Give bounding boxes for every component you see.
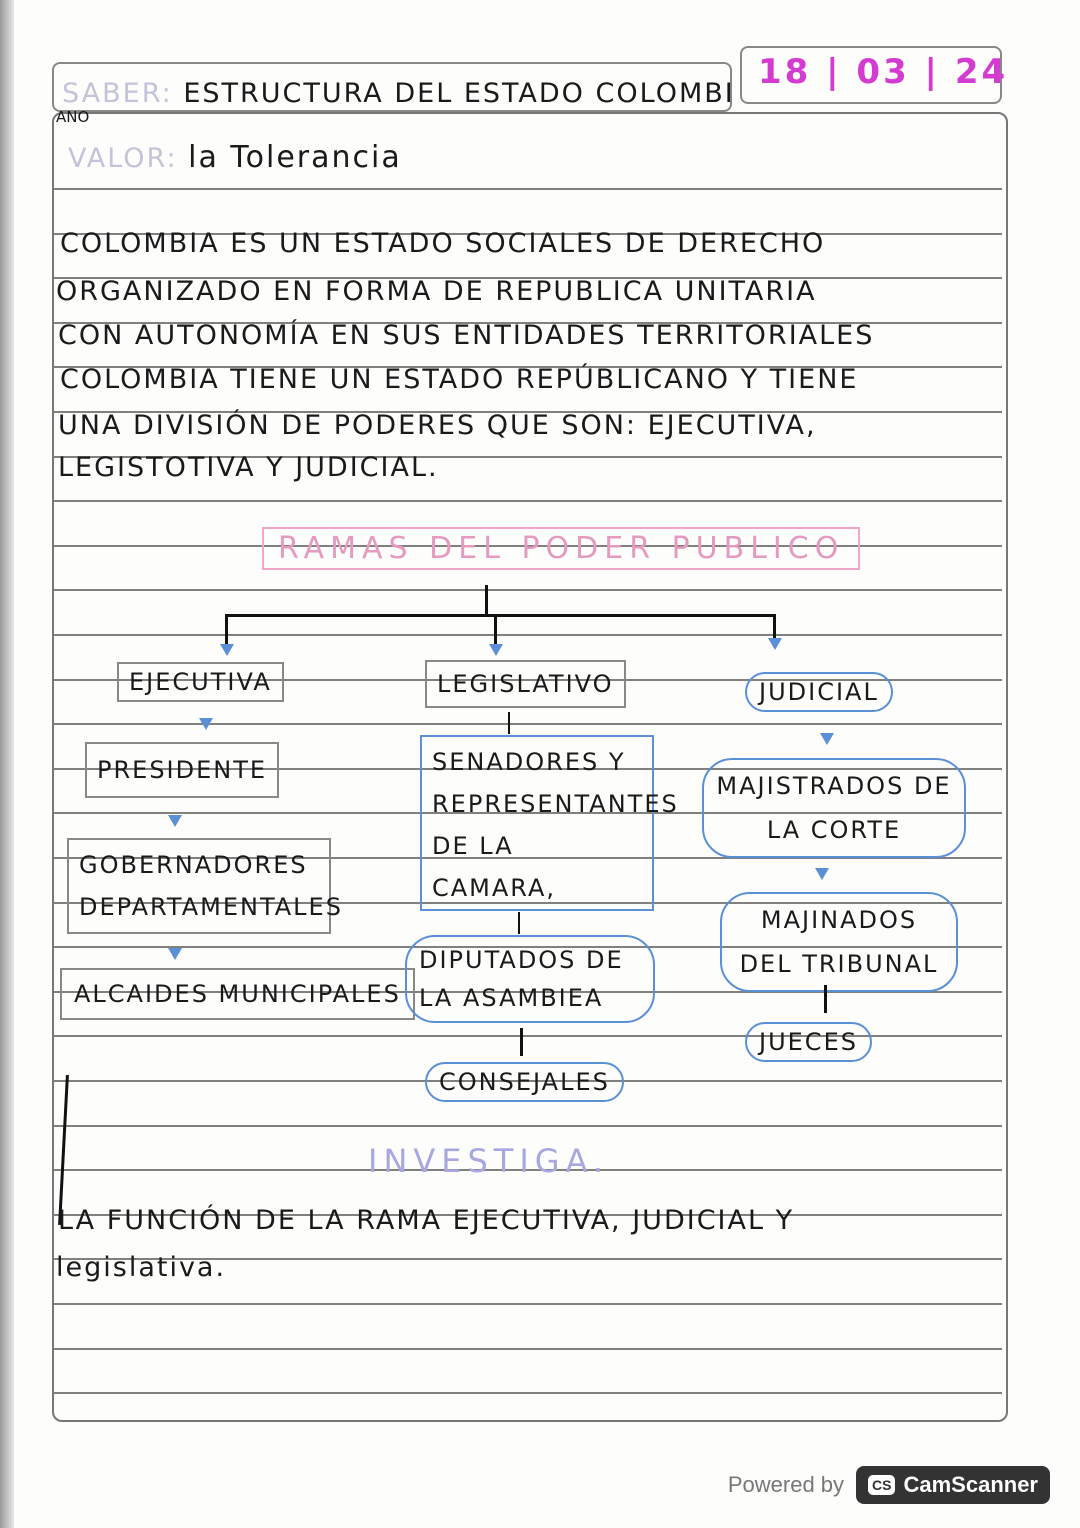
- camscanner-brand: CamScanner: [903, 1472, 1038, 1497]
- paragraph-line: CON AUTONOMÍA EN SUS ENTIDADES TERRITORIALES: [58, 320, 875, 351]
- ruled-line: [54, 634, 1002, 636]
- paragraph-line: ORGANIZADO EN FORMA DE REPUBLICA UNITARIA: [56, 276, 817, 307]
- node-gobernadores: GOBERNADORES DEPARTAMENTALES: [67, 838, 331, 934]
- valor-line: [68, 140, 402, 175]
- ruled-line: [54, 1303, 1002, 1305]
- ruled-line: [54, 1125, 1002, 1127]
- saber-label: SABER:: [62, 78, 173, 109]
- node-jueces: JUECES: [745, 1022, 872, 1062]
- paragraph-line: UNA DIVISIÓN DE PODERES QUE SON: EJECUTIVA,: [58, 410, 817, 441]
- ruled-line: [54, 188, 1002, 190]
- connector: [518, 912, 520, 934]
- connector: [485, 585, 488, 617]
- paragraph-line: COLOMBIA TIENE UN ESTADO REPÚBLICANO Y TIENE: [60, 364, 859, 395]
- connector: [225, 614, 228, 644]
- connector: [225, 614, 775, 617]
- ruled-line: [54, 1392, 1002, 1394]
- arrow-down-icon: [168, 815, 182, 827]
- node-majistrados: MAJISTRADOS DE LA CORTE: [702, 758, 966, 858]
- investiga-line: LA FUNCIÓN DE LA RAMA EJECUTIVA, JUDICIAL Y: [58, 1205, 795, 1236]
- node-judicial: JUDICIAL: [745, 672, 893, 712]
- paragraph-line: LEGISTOTIVA Y JUDICIAL.: [58, 452, 439, 483]
- saber-suffix: ANO: [56, 108, 90, 126]
- node-legislativo: LEGISLATIVO: [425, 660, 626, 708]
- node-presidente: PRESIDENTE: [85, 742, 279, 798]
- connector: [494, 614, 497, 644]
- ruled-line: [54, 723, 1002, 725]
- arrow-down-icon: [768, 638, 782, 650]
- date: 18 | 03 | 24: [758, 52, 1009, 92]
- connector: [508, 712, 510, 734]
- arrow-down-icon: [489, 644, 503, 656]
- saber-line: [62, 78, 735, 109]
- arrow-down-icon: [815, 868, 829, 880]
- node-diputados: DIPUTADOS DE LA ASAMBIEA: [405, 935, 655, 1023]
- connector: [773, 614, 776, 640]
- investiga-line: legislativa.: [56, 1252, 227, 1283]
- node-ejecutiva: EJECUTIVA: [117, 662, 284, 702]
- arrow-down-icon: [199, 718, 213, 730]
- investiga-title: INVESTIGA.: [368, 1142, 610, 1180]
- camscanner-badge: [856, 1466, 1050, 1504]
- paragraph-line: COLOMBIA ES UN ESTADO SOCIALES DE DERECHO: [60, 228, 826, 259]
- node-alcaides: ALCAIDES MUNICIPALES: [60, 968, 415, 1020]
- node-majinados: MAJINADOS DEL TRIBUNAL: [720, 892, 958, 992]
- scan-edge: [0, 0, 14, 1528]
- arrow-down-icon: [820, 733, 834, 745]
- node-consejales: CONSEJALES: [425, 1062, 624, 1102]
- camscanner-watermark: [728, 1466, 1050, 1504]
- valor-label: VALOR:: [68, 143, 178, 174]
- diagram-title: RAMAS DEL PODER PUBLICO: [262, 527, 860, 570]
- arrow-down-icon: [168, 948, 182, 960]
- node-senadores: SENADORES Y REPRESENTANTES DE LA CAMARA,: [420, 735, 654, 911]
- ruled-line: [54, 589, 1002, 591]
- saber-value: ESTRUCTURA DEL ESTADO COLOMBI: [183, 78, 735, 109]
- valor-value: la Tolerancia: [188, 140, 402, 175]
- connector: [824, 985, 827, 1013]
- camscanner-logo-icon: CS: [868, 1475, 895, 1495]
- ruled-line: [54, 1348, 1002, 1350]
- ruled-line: [54, 500, 1002, 502]
- arrow-down-icon: [220, 644, 234, 656]
- powered-by: Powered by: [727, 1472, 845, 1497]
- connector: [520, 1028, 523, 1056]
